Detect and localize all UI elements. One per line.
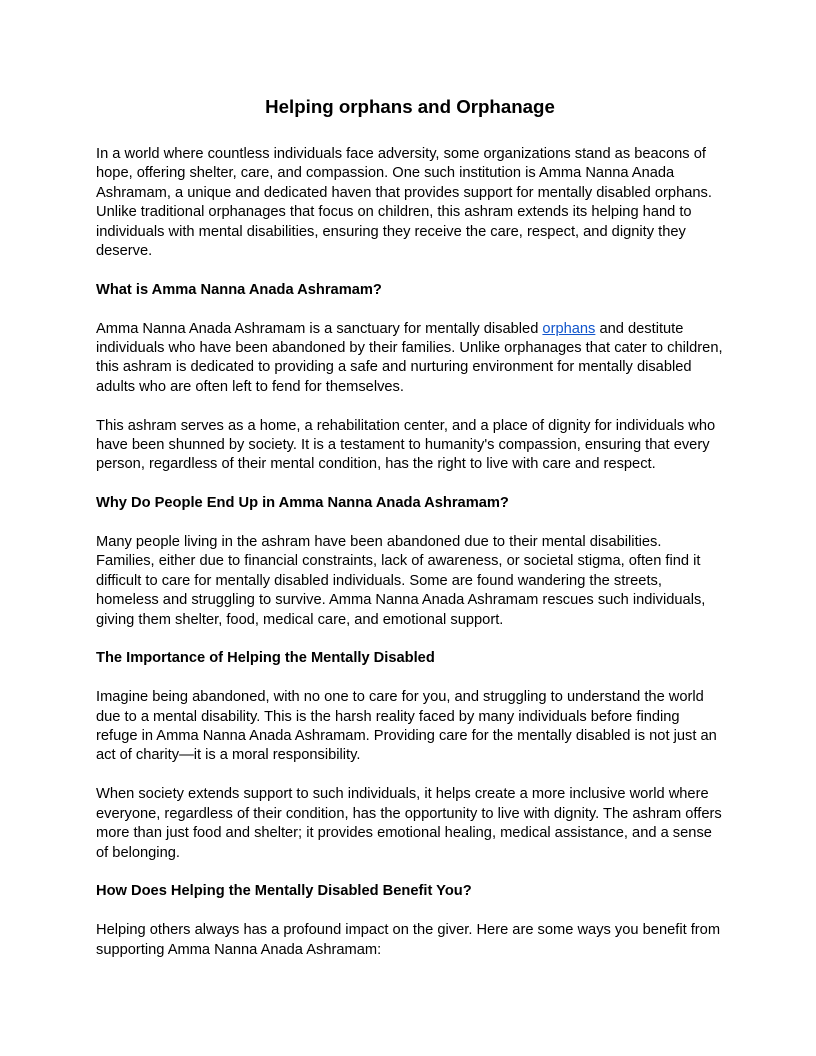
intro-paragraph: In a world where countless individuals face adversity, some organizations stand as beacons of hope, offering shelter, care, and compassion. One such institution is Amma Nanna Anada Ashramam, a unique and dedicated haven that provides support for mentally disabled orphans. Unlike traditional orphanages that focus on children, this ashram extends its helping hand to individuals with mental disabilities, ensuring they receive the care, respect, and dignity they deserve. bbox=[96, 146, 712, 260]
benefit-paragraph-1: Helping others always has a profound impact on the giver. Here are some ways you benefit from supporting Amma Nanna Anada Ashramam: bbox=[96, 922, 721, 958]
section-heading-importance: The Importance of Helping the Mentally Disabled bbox=[96, 650, 435, 667]
importance-paragraph-2: When society extends support to such individuals, it helps create a more inclusive world where everyone, regardless of their condition, has the opportunity to live with dignity. The ashram offers more than just food and shelter; it provides emotional healing, medical assistance, and a sense of belonging. bbox=[96, 786, 722, 861]
orphans-link[interactable]: orphans bbox=[542, 320, 596, 337]
what-is-paragraph-2: This ashram serves as a home, a rehabilitation center, and a place of dignity for individuals who have been shunned by society. It is a testament to humanity's compassion, ensuring that every person, regardless of their mental condition, has the right to live with care and respect. bbox=[96, 417, 716, 473]
section-heading-why: Why Do People End Up in Amma Nanna Anada Ashramam? bbox=[96, 495, 509, 512]
document-body bbox=[96, 93, 724, 979]
section-heading-what-is: What is Amma Nanna Anada Ashramam? bbox=[96, 281, 382, 298]
text-span: and destitute individuals who have been abandoned by their families. Unlike orphanages that cater to children, this ashram is dedicated to providing a safe and nurturing environment for mentally disabled adults who are often left to fend for themselves. bbox=[96, 320, 723, 395]
text-span: Amma Nanna Anada Ashramam is a sanctuary for mentally disabled bbox=[96, 320, 543, 337]
importance-paragraph-1: Imagine being abandoned, with no one to care for you, and struggling to understand the world due to a mental disability. This is the harsh reality faced by many individuals before finding refuge in Amma Nanna Anada Ashramam. Providing care for the mentally disabled is not just an act of charity—it is a moral responsibility. bbox=[96, 689, 717, 764]
what-is-paragraph-1 bbox=[96, 320, 724, 398]
why-paragraph-1: Many people living in the ashram have been abandoned due to their mental disabilities. Families, either due to financial constraints, lack of awareness, or societal stigma, often find it difficult to care for mentally disabled individuals. Some are found wandering the streets, homeless and struggling to survive. Amma Nanna Anada Ashramam rescues such individuals, giving them shelter, food, medical care, and emotional support. bbox=[96, 534, 706, 628]
document-title: Helping orphans and Orphanage bbox=[265, 96, 555, 117]
section-heading-benefit: How Does Helping the Mentally Disabled Benefit You? bbox=[96, 883, 472, 900]
